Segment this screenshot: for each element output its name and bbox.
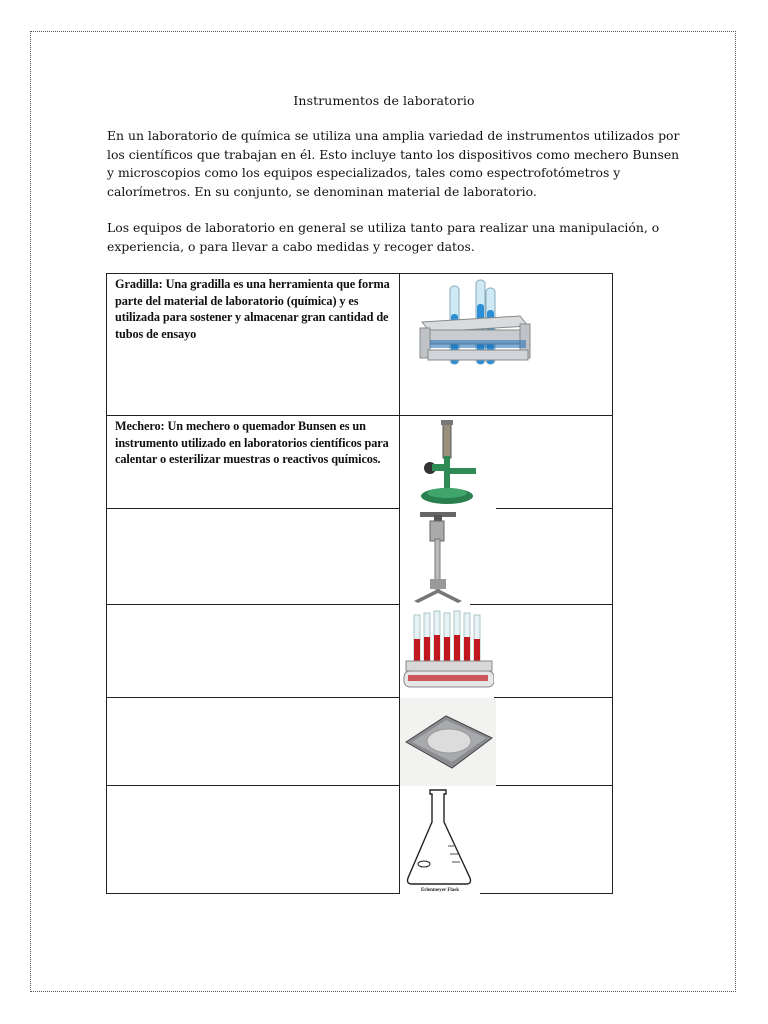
row-description-empty xyxy=(107,605,399,607)
description-cell xyxy=(107,416,400,509)
document-title: Instrumentos de laboratorio xyxy=(293,93,475,108)
row-description-mechero: Mechero: Un mechero o quemador Bunsen es un instrumento utilizado en laboratorios científicos para calentar o esterilizar muestras o reactivos químicos. xyxy=(115,419,389,466)
image-cell xyxy=(400,605,613,698)
image-cell xyxy=(400,416,613,509)
stand-clamp-icon xyxy=(400,509,470,605)
table-row xyxy=(107,698,613,786)
table-row xyxy=(107,786,613,894)
image-cell xyxy=(400,274,613,416)
image-cell xyxy=(400,786,613,894)
intro-paragraph: En un laboratorio de química se utiliza una amplia variedad de instrumentos utilizados por los científicos que trabajan en él. Esto incluye tanto los dispositivos como mechero Bunsen y microscopios como los equipos especializados, tales como espectrofotómetros y calorímetros. En su conjunto, se denominan material de laboratorio. xyxy=(107,128,680,199)
description-cell xyxy=(107,509,400,605)
table-row xyxy=(107,416,613,509)
row-description-empty xyxy=(107,698,399,700)
rack-red-tubes-icon xyxy=(400,605,494,698)
row-description-empty xyxy=(107,509,399,511)
table-row xyxy=(107,274,613,416)
description-cell xyxy=(107,274,400,416)
row-description-empty xyxy=(107,786,399,788)
row-description-gradilla: Gradilla: Una gradilla es una herramienta que forma parte del material de laboratorio (química) y es utilizada para sostener y almacenar gran cantidad de tubos de ensayo xyxy=(115,277,390,341)
wire-gauze-icon xyxy=(400,698,496,786)
table-row xyxy=(107,605,613,698)
table-row xyxy=(107,509,613,605)
second-paragraph: Los equipos de laboratorio en general se utiliza tanto para realizar una manipulación, o experiencia, o para llevar a cabo medidas y recoger datos. xyxy=(107,220,660,254)
flask-caption: Erlenmeyer Flask xyxy=(420,888,460,893)
description-cell xyxy=(107,605,400,698)
test-tube-rack-icon xyxy=(400,274,545,415)
instruments-table xyxy=(106,273,613,894)
image-cell xyxy=(400,698,613,786)
image-cell xyxy=(400,509,613,605)
erlenmeyer-flask-icon xyxy=(400,786,480,894)
bunsen-burner-icon xyxy=(400,416,496,509)
description-cell xyxy=(107,698,400,786)
description-cell xyxy=(107,786,400,894)
